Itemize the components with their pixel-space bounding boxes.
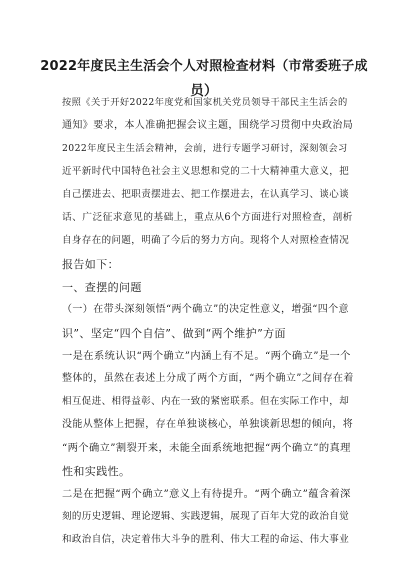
body-line: 刻的历史逻辑、理论逻辑、实践逻辑，展现了百年大党的政治自觉: [62, 511, 350, 522]
section-heading: 一、查摆的问题: [62, 281, 142, 294]
body-line: 2022年度民主生活会精神，会前，进行专题学习研讨，深刻领会习: [62, 143, 348, 154]
body-line: 话、广泛征求意见的基础上，重点从6个方面进行对照检查，剖析: [62, 212, 353, 223]
body-line: 没能从整体上把握，存在单独谈核心，单独谈新思想的倾向，将: [62, 419, 354, 430]
subsection-heading: （一）在带头深刻领悟“两个确立”的决定性意义，增强“四个意: [62, 304, 349, 315]
body-line: 近平新时代中国特色社会主义思想和党的二十大精神重大意义，把: [62, 166, 350, 177]
body-line: 通知》要求，本人准确把握会议主题，围绕学习贯彻中央政治局: [62, 120, 354, 131]
body-line: 二是在把握“两个确立”意义上有待提升。“两个确立”蕴含着深: [62, 488, 351, 500]
subsection-heading: 识”、坚定“四个自信”、做到“两个维护”方面: [62, 327, 286, 340]
body-line: 和政治自信，决定着伟大斗争的胜利、伟大工程的命运、伟大事业: [62, 534, 350, 545]
body-line: 报告如下：: [62, 258, 119, 271]
body-line: 相互促进、相得益彰、内在一致的紧密联系。但在实际工作中，却: [62, 396, 350, 407]
body-line: 性和实践性。: [62, 465, 131, 478]
body-line: 一是在系统认识“两个确立”内涵上有不足。“两个确立”是一个: [62, 350, 351, 362]
body-line: 整体的，虽然在表述上分成了两个方面，“两个确立”之间存在着: [62, 373, 354, 384]
document-title-line-2: 员）: [190, 83, 218, 99]
document-title-line-1: 2022年度民主生活会个人对照检查材料（市常委班子成: [40, 59, 368, 74]
body-line: “两个确立”割裂开来，未能全面系统地把握“两个确立”的真理: [62, 442, 351, 454]
body-line: 自己摆进去、把职责摆进去、把工作摆进去，在认真学习、谈心谈: [62, 189, 350, 200]
body-line: 按照《关于开好2022年度党和国家机关党员领导干部民主生活会的: [62, 97, 348, 108]
body-line: 自身存在的问题，明确了今后的努力方向。现将个人对照检查情况: [62, 235, 350, 246]
